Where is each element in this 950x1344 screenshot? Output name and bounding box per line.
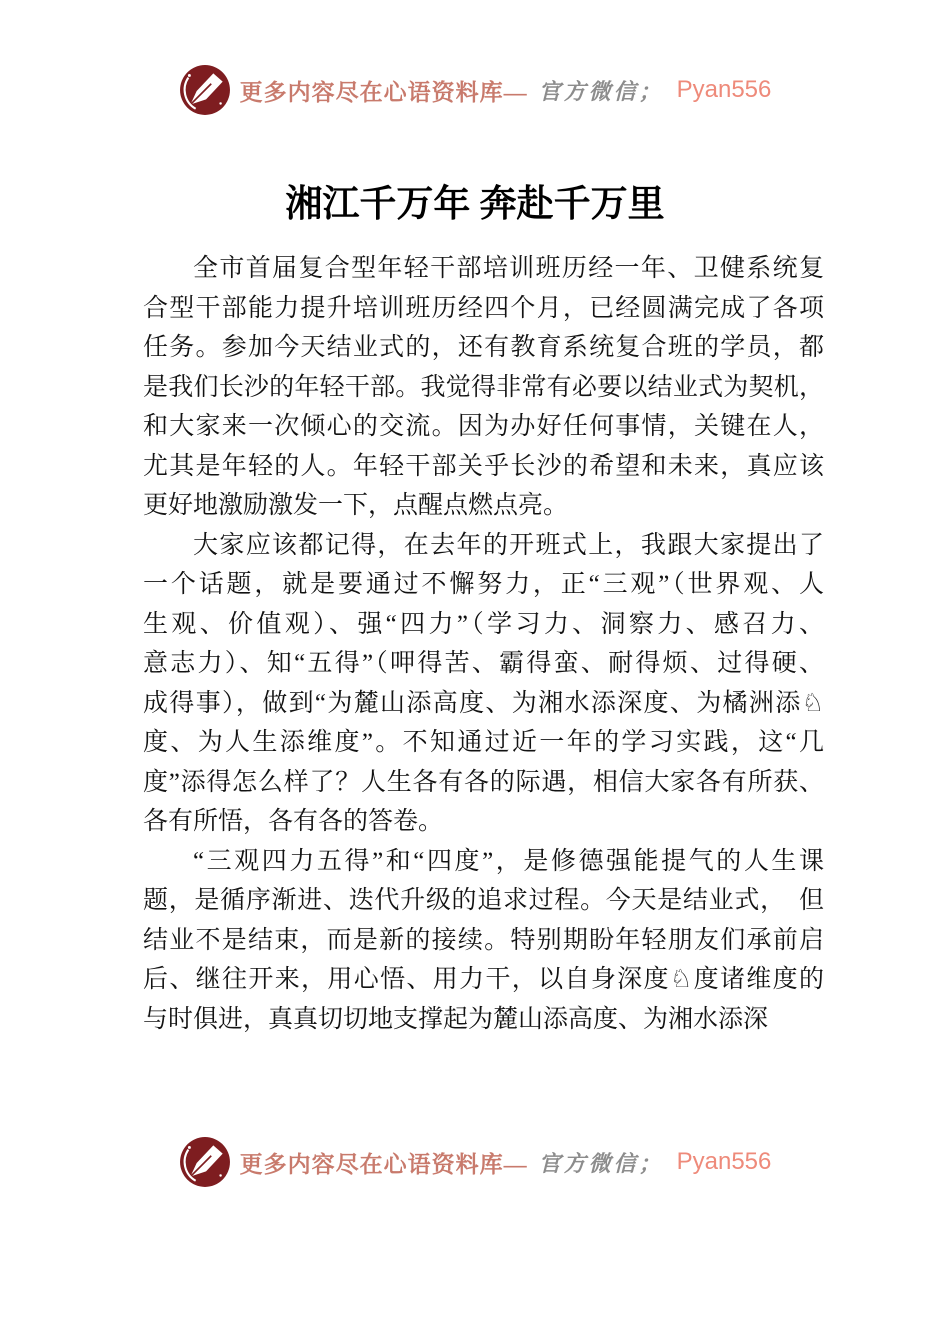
text-line: 度”添得怎么样了？人生各有各的际遇，相信大家各有所获、 (143, 768, 824, 796)
text-line: 意志力）、知“五得”（呷得苦、霸得蛮、耐得烦、过得硬、 (143, 650, 824, 677)
paragraph (143, 526, 824, 842)
pen-nib-logo-icon (179, 1136, 231, 1188)
text-line: 合型干部能力提升培训班历经四个月，已经圆满完成了各项 (143, 294, 824, 322)
text-line: 后、继往开来，用心悟、用力干，以自身深度♘度诸维度的 (143, 966, 824, 993)
text-line: 题，是循序渐进、迭代升级的追求过程。今天是结业式， 但 (143, 887, 824, 914)
text-line: “三观四力五得”和“四度”，是修德强能提气的人生课 (193, 847, 824, 875)
page-title: 湘江千万年 奔赴千万里 (285, 183, 665, 225)
pen-nib-logo-icon (179, 64, 231, 116)
document-body (143, 249, 824, 1039)
text-line: 与时俱进，真真切切地支撑起为麓山添高度、为湘水添深 (143, 1005, 769, 1033)
watermark-wechat-label: 官方微信； (538, 78, 664, 104)
text-line: 任务。参加今天结业式的，还有教育系统复合班的学员，都 (143, 334, 824, 361)
text-line: 各有所悟，各有各的答卷。 (143, 808, 444, 835)
paragraph (143, 842, 824, 1040)
text-line: 成得事），做到“为麓山添高度、为湘水添深度、为橘洲添♘ (143, 689, 824, 717)
watermark-main-text: 更多内容尽在心语资料库— (239, 79, 528, 105)
text-line: 尤其是年轻的人。年轻干部关乎长沙的希望和未来，真应该 (143, 452, 824, 480)
text-line: 是我们长沙的年轻干部。我觉得非常有必要以结业式为契机， (143, 373, 824, 401)
text-line: 结业不是结束，而是新的接续。特别期盼年轻朋友们承前启 (143, 926, 824, 954)
watermark-account: Pyan556 (676, 76, 772, 103)
text-line: 大家应该都记得，在去年的开班式上，我跟大家提出了 (193, 531, 824, 559)
header-watermark (0, 64, 950, 116)
watermark-main-text: 更多内容尽在心语资料库— (239, 1151, 528, 1177)
text-line: 全市首届复合型年轻干部培训班历经一年、卫健系统复 (193, 255, 824, 282)
paragraph (143, 249, 824, 526)
text-line: 度、为人生添维度”。不知通过近一年的学习实践，这“几 (143, 729, 824, 756)
text-line: 更好地激励激发一下，点醒点燃点亮。 (143, 492, 569, 519)
footer-watermark (0, 1136, 950, 1188)
text-line: 一个话题，就是要通过不懈努力，正“三观”（世界观、人 (143, 571, 824, 598)
watermark-wechat-label: 官方微信； (538, 1150, 664, 1176)
text-line: 和大家来一次倾心的交流。因为办好任何事情，关键在人， (143, 413, 824, 440)
watermark-account: Pyan556 (676, 1148, 772, 1175)
text-line: 生观、价值观）、强“四力”（学习力、洞察力、感召力、 (143, 610, 824, 638)
